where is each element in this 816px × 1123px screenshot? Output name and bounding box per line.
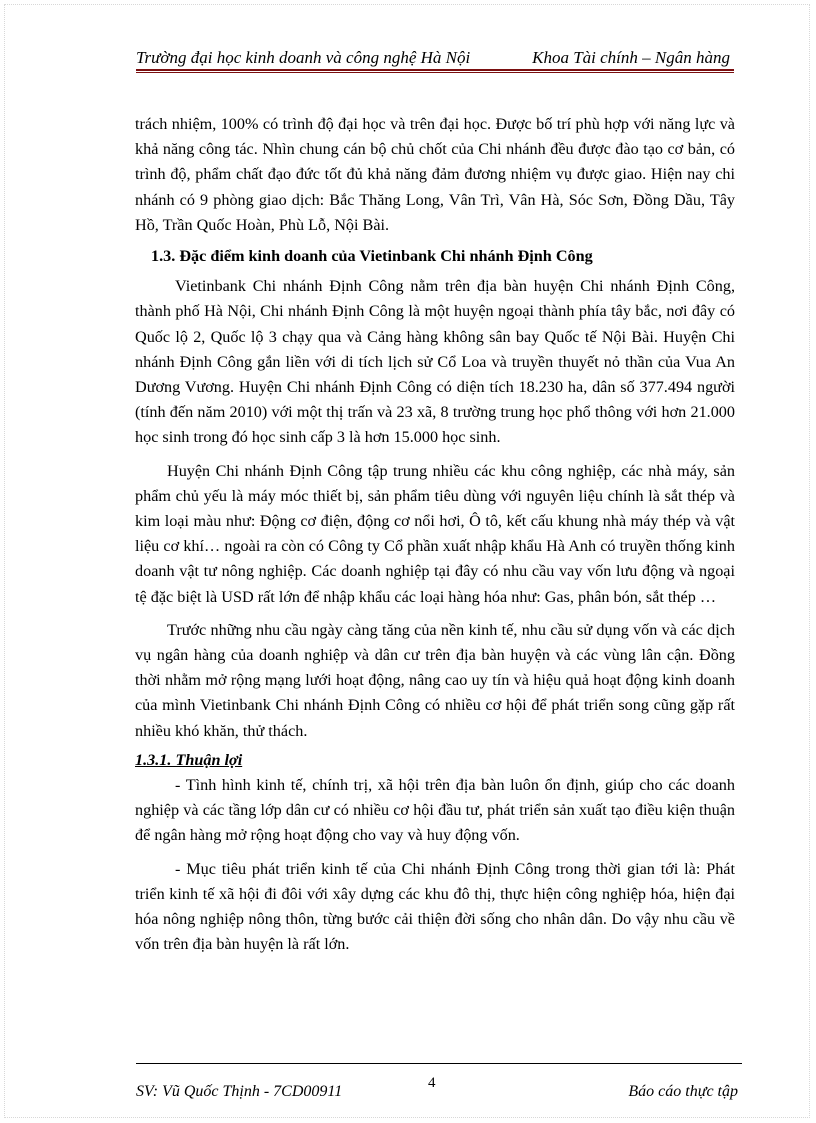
footer-student: SV: Vũ Quốc Thịnh - 7CD00911 (136, 1083, 343, 1100)
document-body (135, 112, 735, 958)
paragraph-location: Vietinbank Chi nhánh Định Công nằm trên địa bàn huyện Chi nhánh Định Công, thành phố Hà Nội, Chi nhánh Định Công là một huyện ngoại thành phía tây bắc, nơi đây có Quốc lộ 2, Quốc lộ 3 chạy qua và Cảng hàng không sân bay Quốc tế Nội Bài. Huyện Chi nhánh Định Công gắn liền với di tích lịch sử Cổ Loa và truyền thuyết nỏ thần của Vua An Dương Vương. Huyện Chi nhánh Định Công có diện tích 18.230 ha, dân số 377.494 người (tính đến năm 2010) với một thị trấn và 23 xã, 8 trường trung học phổ thông với hơn 21.000 học sinh trong đó học sinh cấp 3 là hơn 15.000 học sinh. (135, 277, 735, 447)
page-number: 4 (428, 1075, 436, 1091)
subsection-heading-text: 1.3.1. Thuận lợi (135, 750, 243, 769)
advantage-item-1: - Tình hình kinh tế, chính trị, xã hội trên địa bàn luôn ổn định, giúp cho các doanh nghiệp và các tầng lớp dân cư có nhiều cơ hội đầu tư, phát triển sản xuất tạo điều kiện thuận để ngân hàng mở rộng hoạt động cho vay và huy động vốn. (135, 776, 735, 845)
header-rule-thin (136, 72, 734, 73)
header-school: Trường đại học kinh doanh và công nghệ Hà Nội (136, 48, 471, 67)
advantage-item-2: - Mục tiêu phát triển kinh tế của Chi nhánh Định Công trong thời gian tới là: Phát triển kinh tế xã hội đi đôi với xây dựng các khu đô thị, thực hiện công nghiệp hóa, hiện đại hóa nông nghiệp nông thôn, từng bước cải thiện đời sống cho nhân dân. Do vậy nhu cầu về vốn trên địa bàn huyện là rất lớn. (135, 859, 735, 954)
intro-paragraph: trách nhiệm, 100% có trình độ đại học và trên đại học. Được bố trí phù hợp với năng lực và khả năng công tác. Nhìn chung cán bộ chủ chốt của Chi nhánh đều được đào tạo cơ bản, có trình độ, phẩm chất đạo đức tốt đủ khả năng đảm đương nhiệm vụ được giao. Hiện nay chi nhánh có 9 phòng giao dịch: Bắc Thăng Long, Vân Trì, Vân Hà, Sóc Sơn, Đồng Dầu, Tây Hồ, Trần Quốc Hoàn, Phù Lỗ, Nội Bài. (135, 115, 735, 234)
subsection-heading (135, 748, 735, 773)
header-faculty: Khoa Tài chính – Ngân hàng (532, 48, 730, 67)
header-rule (136, 69, 734, 71)
section-heading: 1.3. Đặc điểm kinh doanh của Vietinbank Chi nhánh Định Công (151, 247, 593, 266)
page-header (136, 44, 734, 70)
footer-rule (136, 1063, 742, 1064)
page-footer (136, 1075, 740, 1104)
paragraph-industry: Huyện Chi nhánh Định Công tập trung nhiều các khu công nghiệp, các nhà máy, sản phẩm chủ yếu là máy móc thiết bị, sản phẩm tiêu dùng với nguyên liệu chính là sắt thép và kim loại màu như: Động cơ điện, động cơ nổi hơi, Ô tô, kết cấu khung nhà máy thép và vật liệu cơ khí… ngoài ra còn có Công ty Cổ phần xuất nhập khẩu Hà Anh có truyền thống kinh doanh vật tư nông nghiệp. Các doanh nghiệp tại đây có nhu cầu vay vốn lưu động và ngoại tệ đặc biệt là USD rất lớn để nhập khẩu các loại hàng hóa như: Gas, phân bón, sắt thép … (135, 461, 735, 606)
footer-report-type: Báo cáo thực tập (628, 1083, 738, 1100)
paragraph-opportunity: Trước những nhu cầu ngày càng tăng của nền kinh tế, nhu cầu sử dụng vốn và các dịch vụ ngân hàng của doanh nghiệp và dân cư trên địa bàn huyện và các vùng lân cận. Đồng thời nhằm mở rộng mạng lưới hoạt động, nâng cao uy tín và hiệu quả hoạt động kinh doanh của mình Vietinbank Chi nhánh Định Công có nhiều cơ hội để phát triển song cũng gặp rất nhiều khó khăn, thử thách. (135, 620, 735, 740)
